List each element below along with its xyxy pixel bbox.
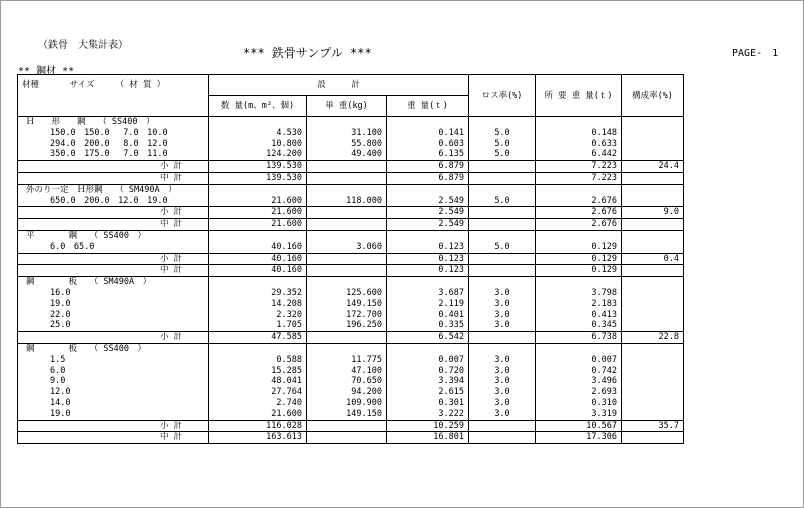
item-weight: 0.401 xyxy=(387,310,469,321)
subtotal-row xyxy=(18,253,684,265)
subtotal-quantity: 139.530 xyxy=(209,161,307,173)
group-title xyxy=(18,184,209,195)
subtotal-label: 小 計 xyxy=(18,420,209,432)
item-required-weight: 0.129 xyxy=(536,242,622,253)
item-unit-weight: 118.000 xyxy=(307,196,387,207)
item-row xyxy=(18,288,684,299)
empty-cell xyxy=(622,343,684,354)
item-unit-weight: 3.060 xyxy=(307,242,387,253)
item-size: 19.0 xyxy=(18,409,209,420)
group-title-text: 外のり一定 Ｈ形鋼 xyxy=(26,184,103,195)
empty-cell xyxy=(536,343,622,354)
item-unit-weight: 149.150 xyxy=(307,299,387,310)
empty-cell xyxy=(469,432,536,444)
item-size: 12.0 xyxy=(18,387,209,398)
subtotal-weight: 2.549 xyxy=(387,207,469,219)
group-grade: （ SS400 ） xyxy=(77,230,146,241)
item-required-weight: 6.442 xyxy=(536,149,622,160)
empty-cell xyxy=(622,149,684,160)
item-quantity: 0.588 xyxy=(209,355,307,366)
item-required-weight: 2.693 xyxy=(536,387,622,398)
empty-cell xyxy=(622,219,684,231)
item-loss-rate: 3.0 xyxy=(469,355,536,366)
empty-cell xyxy=(307,184,387,195)
header-unit-weight: 単 重(kg) xyxy=(307,96,387,117)
item-quantity: 15.285 xyxy=(209,366,307,377)
item-required-weight: 0.413 xyxy=(536,310,622,321)
total-quantity: 40.160 xyxy=(209,265,307,277)
item-size: 1.5 xyxy=(18,355,209,366)
item-unit-weight: 55.800 xyxy=(307,139,387,150)
empty-cell xyxy=(469,253,536,265)
page-number: PAGE- 1 xyxy=(732,48,779,59)
empty-cell xyxy=(307,265,387,277)
item-weight: 2.615 xyxy=(387,387,469,398)
subtotal-weight: 6.542 xyxy=(387,332,469,344)
item-loss-rate: 3.0 xyxy=(469,366,536,377)
item-loss-rate: 5.0 xyxy=(469,196,536,207)
item-quantity: 10.800 xyxy=(209,139,307,150)
empty-cell xyxy=(622,355,684,366)
subtotal-required-weight: 10.567 xyxy=(536,420,622,432)
item-weight: 0.007 xyxy=(387,355,469,366)
item-size: 25.0 xyxy=(18,320,209,331)
item-weight: 0.720 xyxy=(387,366,469,377)
empty-cell xyxy=(536,184,622,195)
empty-cell xyxy=(387,277,469,288)
item-quantity: 124.200 xyxy=(209,149,307,160)
empty-cell xyxy=(387,230,469,241)
empty-cell xyxy=(469,420,536,432)
item-required-weight: 0.007 xyxy=(536,355,622,366)
empty-cell xyxy=(469,230,536,241)
empty-cell xyxy=(622,387,684,398)
subtotal-quantity: 47.585 xyxy=(209,332,307,344)
item-quantity: 1.705 xyxy=(209,320,307,331)
empty-cell xyxy=(469,161,536,173)
total-required-weight: 7.223 xyxy=(536,172,622,184)
subtotal-required-weight: 7.223 xyxy=(536,161,622,173)
item-size: 19.0 xyxy=(18,299,209,310)
item-loss-rate: 3.0 xyxy=(469,288,536,299)
subtotal-row xyxy=(18,161,684,173)
item-required-weight: 3.798 xyxy=(536,288,622,299)
total-label: 中 計 xyxy=(18,219,209,231)
item-size: 350.0 175.0 7.0 11.0 xyxy=(18,149,209,160)
empty-cell xyxy=(307,277,387,288)
empty-cell xyxy=(307,343,387,354)
item-required-weight: 3.496 xyxy=(536,376,622,387)
empty-cell xyxy=(307,219,387,231)
item-row xyxy=(18,409,684,420)
item-loss-rate: 3.0 xyxy=(469,409,536,420)
group-header-row xyxy=(18,343,684,354)
empty-cell xyxy=(536,230,622,241)
group-title xyxy=(18,230,209,241)
group-header-row xyxy=(18,117,684,128)
empty-cell xyxy=(209,343,307,354)
subtotal-required-weight: 2.676 xyxy=(536,207,622,219)
item-quantity: 21.600 xyxy=(209,196,307,207)
empty-cell xyxy=(209,230,307,241)
section-label: ** 鋼材 ** xyxy=(18,66,75,77)
empty-cell xyxy=(307,117,387,128)
item-row xyxy=(18,398,684,409)
item-unit-weight: 70.650 xyxy=(307,376,387,387)
item-size: 14.0 xyxy=(18,398,209,409)
item-size: 6.0 xyxy=(18,366,209,377)
empty-cell xyxy=(469,219,536,231)
item-unit-weight: 11.775 xyxy=(307,355,387,366)
item-weight: 2.549 xyxy=(387,196,469,207)
item-quantity: 48.041 xyxy=(209,376,307,387)
subtotal-label: 小 計 xyxy=(18,253,209,265)
group-header-row xyxy=(18,184,684,195)
subtotal-ratio: 35.7 xyxy=(622,420,684,432)
item-unit-weight: 149.150 xyxy=(307,409,387,420)
item-row xyxy=(18,366,684,377)
item-unit-weight: 125.600 xyxy=(307,288,387,299)
subtotal-label: 小 計 xyxy=(18,207,209,219)
item-row xyxy=(18,128,684,139)
item-quantity: 40.160 xyxy=(209,242,307,253)
total-row xyxy=(18,172,684,184)
item-loss-rate: 3.0 xyxy=(469,398,536,409)
empty-cell xyxy=(622,310,684,321)
item-size: 150.0 150.0 7.0 10.0 xyxy=(18,128,209,139)
total-row xyxy=(18,432,684,444)
group-title-text: 平 鋼 xyxy=(26,230,78,241)
group-grade: （ SS400 ） xyxy=(77,343,146,354)
empty-cell xyxy=(307,253,387,265)
group-title xyxy=(18,117,209,128)
empty-cell xyxy=(622,265,684,277)
item-row xyxy=(18,310,684,321)
report-title: *** 鉄骨サンプル *** xyxy=(243,46,372,60)
item-size: 9.0 xyxy=(18,376,209,387)
group-title-text: 鋼 板 xyxy=(26,343,78,354)
empty-cell xyxy=(469,265,536,277)
group-title-text: Ｈ 形 鋼 xyxy=(26,117,86,127)
subtotal-ratio: 24.4 xyxy=(622,161,684,173)
subtotal-label: 小 計 xyxy=(18,161,209,173)
item-unit-weight: 94.200 xyxy=(307,387,387,398)
empty-cell xyxy=(622,432,684,444)
item-size: 22.0 xyxy=(18,310,209,321)
item-weight: 0.141 xyxy=(387,128,469,139)
item-quantity: 2.740 xyxy=(209,398,307,409)
total-required-weight: 0.129 xyxy=(536,265,622,277)
empty-cell xyxy=(622,242,684,253)
empty-cell xyxy=(307,207,387,219)
subtotal-quantity: 21.600 xyxy=(209,207,307,219)
subtotal-required-weight: 0.129 xyxy=(536,253,622,265)
empty-cell xyxy=(622,376,684,387)
item-weight: 0.603 xyxy=(387,139,469,150)
header-loss-rate: ロス率(%) xyxy=(469,75,536,117)
item-quantity: 27.764 xyxy=(209,387,307,398)
empty-cell xyxy=(622,366,684,377)
total-weight: 6.879 xyxy=(387,172,469,184)
item-required-weight: 0.742 xyxy=(536,366,622,377)
empty-cell xyxy=(536,117,622,128)
item-required-weight: 0.310 xyxy=(536,398,622,409)
item-quantity: 4.530 xyxy=(209,128,307,139)
empty-cell xyxy=(622,139,684,150)
total-required-weight: 17.306 xyxy=(536,432,622,444)
steel-summary-table xyxy=(17,74,684,444)
empty-cell xyxy=(307,230,387,241)
empty-cell xyxy=(622,277,684,288)
item-required-weight: 3.319 xyxy=(536,409,622,420)
subtotal-row xyxy=(18,420,684,432)
item-loss-rate: 3.0 xyxy=(469,376,536,387)
item-loss-rate: 3.0 xyxy=(469,387,536,398)
item-loss-rate: 5.0 xyxy=(469,149,536,160)
item-row xyxy=(18,149,684,160)
total-quantity: 21.600 xyxy=(209,219,307,231)
item-required-weight: 0.633 xyxy=(536,139,622,150)
empty-cell xyxy=(387,343,469,354)
item-required-weight: 0.345 xyxy=(536,320,622,331)
empty-cell xyxy=(469,343,536,354)
empty-cell xyxy=(387,184,469,195)
subtotal-ratio: 22.8 xyxy=(622,332,684,344)
empty-cell xyxy=(622,128,684,139)
header-material-size: 材種 サイズ （ 材 質 ） xyxy=(18,75,209,117)
empty-cell xyxy=(307,161,387,173)
item-loss-rate: 3.0 xyxy=(469,320,536,331)
group-header-row xyxy=(18,230,684,241)
empty-cell xyxy=(209,277,307,288)
empty-cell xyxy=(622,184,684,195)
group-grade: （ SM490A ） xyxy=(77,277,152,288)
empty-cell xyxy=(469,117,536,128)
item-loss-rate: 5.0 xyxy=(469,139,536,150)
item-required-weight: 2.183 xyxy=(536,299,622,310)
subtotal-ratio: 0.4 xyxy=(622,253,684,265)
item-row xyxy=(18,299,684,310)
empty-cell xyxy=(536,277,622,288)
item-size: 6.0 65.0 xyxy=(18,242,209,253)
item-size: 294.0 200.0 8.0 12.0 xyxy=(18,139,209,150)
total-weight: 0.123 xyxy=(387,265,469,277)
item-loss-rate: 3.0 xyxy=(469,299,536,310)
total-weight: 16.801 xyxy=(387,432,469,444)
item-quantity: 29.352 xyxy=(209,288,307,299)
group-grade: （ SS400 ） xyxy=(85,117,155,127)
item-quantity: 21.600 xyxy=(209,409,307,420)
item-quantity: 2.320 xyxy=(209,310,307,321)
empty-cell xyxy=(622,409,684,420)
item-weight: 3.394 xyxy=(387,376,469,387)
empty-cell xyxy=(209,117,307,128)
empty-cell xyxy=(622,288,684,299)
item-loss-rate: 5.0 xyxy=(469,128,536,139)
total-label: 中 計 xyxy=(18,172,209,184)
item-weight: 6.135 xyxy=(387,149,469,160)
item-row xyxy=(18,320,684,331)
empty-cell xyxy=(387,117,469,128)
empty-cell xyxy=(307,332,387,344)
header-weight: 重 量(ｔ) xyxy=(387,96,469,117)
group-grade: （ SM490A ） xyxy=(102,184,177,195)
header-required-weight: 所 要 重 量(ｔ) xyxy=(536,75,622,117)
empty-cell xyxy=(622,299,684,310)
group-title xyxy=(18,343,209,354)
empty-cell xyxy=(469,207,536,219)
group-header-row xyxy=(18,277,684,288)
item-required-weight: 2.676 xyxy=(536,196,622,207)
empty-cell xyxy=(622,117,684,128)
subtotal-weight: 10.259 xyxy=(387,420,469,432)
item-row xyxy=(18,355,684,366)
item-unit-weight: 49.400 xyxy=(307,149,387,160)
total-label: 中 計 xyxy=(18,265,209,277)
empty-cell xyxy=(622,196,684,207)
item-weight: 0.335 xyxy=(387,320,469,331)
item-unit-weight: 109.900 xyxy=(307,398,387,409)
item-quantity: 14.208 xyxy=(209,299,307,310)
item-row xyxy=(18,376,684,387)
subtotal-label: 小 計 xyxy=(18,332,209,344)
empty-cell xyxy=(307,432,387,444)
subtotal-quantity: 40.160 xyxy=(209,253,307,265)
item-loss-rate: 3.0 xyxy=(469,310,536,321)
table-body xyxy=(18,117,684,444)
item-unit-weight: 196.250 xyxy=(307,320,387,331)
total-quantity: 163.613 xyxy=(209,432,307,444)
total-row xyxy=(18,265,684,277)
total-required-weight: 2.676 xyxy=(536,219,622,231)
item-row xyxy=(18,139,684,150)
subtotal-ratio: 9.0 xyxy=(622,207,684,219)
subtotal-quantity: 116.028 xyxy=(209,420,307,432)
item-unit-weight: 47.100 xyxy=(307,366,387,377)
item-row xyxy=(18,196,684,207)
item-size: 16.0 xyxy=(18,288,209,299)
item-loss-rate: 5.0 xyxy=(469,242,536,253)
total-label: 中 計 xyxy=(18,432,209,444)
item-required-weight: 0.148 xyxy=(536,128,622,139)
item-weight: 0.301 xyxy=(387,398,469,409)
item-unit-weight: 31.100 xyxy=(307,128,387,139)
empty-cell xyxy=(307,420,387,432)
subtotal-weight: 0.123 xyxy=(387,253,469,265)
item-size: 650.0 200.0 12.0 19.0 xyxy=(18,196,209,207)
item-weight: 0.123 xyxy=(387,242,469,253)
total-row xyxy=(18,219,684,231)
empty-cell xyxy=(469,172,536,184)
header-quantity: 数 量(m、m²、個) xyxy=(209,96,307,117)
empty-cell xyxy=(209,184,307,195)
subtotal-row xyxy=(18,332,684,344)
empty-cell xyxy=(469,184,536,195)
item-row xyxy=(18,387,684,398)
empty-cell xyxy=(469,277,536,288)
group-title-text: 鋼 板 xyxy=(26,277,78,288)
empty-cell xyxy=(307,172,387,184)
empty-cell xyxy=(622,230,684,241)
group-title xyxy=(18,277,209,288)
total-quantity: 139.530 xyxy=(209,172,307,184)
subtotal-row xyxy=(18,207,684,219)
empty-cell xyxy=(469,332,536,344)
item-unit-weight: 172.700 xyxy=(307,310,387,321)
item-weight: 3.222 xyxy=(387,409,469,420)
item-weight: 2.119 xyxy=(387,299,469,310)
empty-cell xyxy=(622,320,684,331)
header-ratio: 構成率(%) xyxy=(622,75,684,117)
report-type-label: （鉄骨 大集計表） xyxy=(38,40,128,51)
subtotal-weight: 6.879 xyxy=(387,161,469,173)
empty-cell xyxy=(622,172,684,184)
total-weight: 2.549 xyxy=(387,219,469,231)
header-design: 設 計 xyxy=(209,75,469,96)
item-row xyxy=(18,242,684,253)
empty-cell xyxy=(622,398,684,409)
subtotal-required-weight: 6.738 xyxy=(536,332,622,344)
item-weight: 3.687 xyxy=(387,288,469,299)
